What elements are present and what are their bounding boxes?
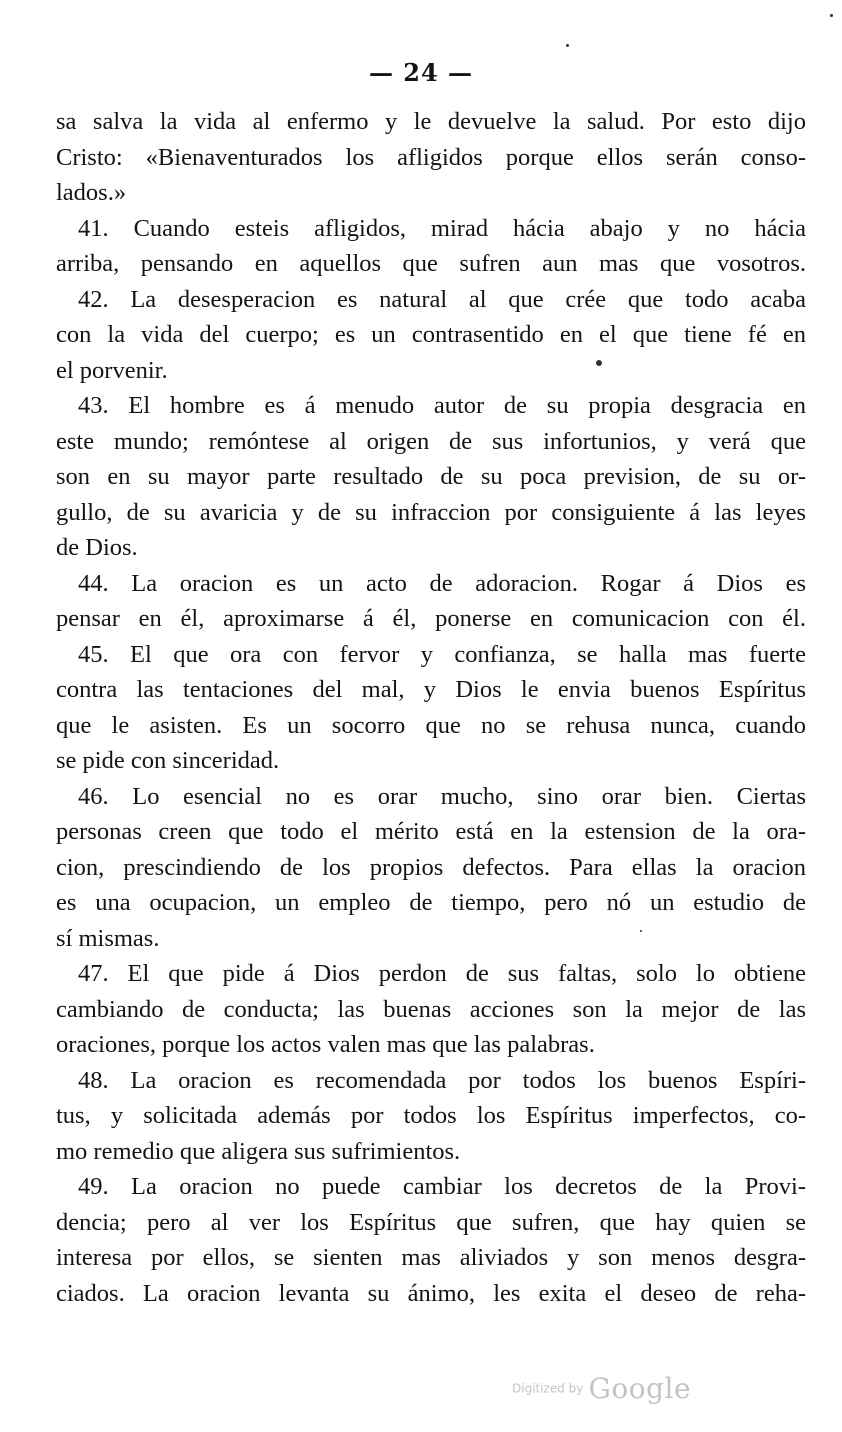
paragraph-41-start: 41. Cuando esteis afligidos, mirad hácia abajo y no hácia (78, 214, 806, 242)
text-line: cambiando de conducta; las buenas acciones son la mejor de las (56, 995, 806, 1023)
text-line: es una ocupacion, un empleo de tiempo, pero nó un estudio de (56, 889, 806, 916)
google-logo-text: Google (588, 1372, 692, 1405)
text-line: oraciones, porque los actos valen mas que las palabras. (56, 1031, 595, 1058)
text-line: sa salva la vida al enfermo y le devuelve la salud. Por esto dijo (56, 108, 806, 135)
text-line: que le asisten. Es un socorro que no se rehusa nunca, cuando (56, 711, 806, 739)
scan-speck (566, 44, 569, 47)
paragraph-48-start: 48. La oracion es recomendada por todos los buenos Espíri- (78, 1066, 806, 1094)
text-line: este mundo; remóntese al origen de sus infortunios, y verá que (56, 427, 806, 455)
text-line: ciados. La oracion levanta su ánimo, les exita el deseo de reha- (56, 1279, 806, 1307)
text-line: pensar en él, aproximarse á él, ponerse en comunicacion con él. (56, 605, 806, 632)
paragraph-45-start: 45. El que ora con fervor y confianza, se halla mas fuerte (78, 640, 806, 668)
text-line: contra las tentaciones del mal, y Dios le envia buenos Espíritus (56, 676, 806, 703)
text-line: arriba, pensando en aquellos que sufren aun mas que vosotros. (56, 250, 806, 277)
text-line: gullo, de su avaricia y de su infraccion por consiguiente á las leyes (56, 498, 806, 526)
text-line: dencia; pero al ver los Espíritus que sufren, que hay quien se (56, 1208, 806, 1236)
text-line: de Dios. (56, 534, 138, 561)
digitized-watermark (512, 1372, 691, 1405)
text-line: lados.» (56, 179, 127, 206)
scan-speck (830, 14, 833, 17)
page-number: — 24 — (368, 58, 474, 87)
text-line: son en su mayor parte resultado de su poca prevision, de su or- (56, 463, 806, 490)
paragraph-47-start: 47. El que pide á Dios perdon de sus faltas, solo lo obtiene (78, 960, 806, 987)
text-line: personas creen que todo el mérito está en la estension de la ora- (56, 818, 806, 845)
body-text (56, 104, 806, 1311)
paragraph-42-start: 42. La desesperacion es natural al que crée que todo acaba (78, 285, 806, 313)
paragraph-46-start: 46. Lo esencial no es orar mucho, sino orar bien. Ciertas (78, 782, 806, 810)
scan-speck (596, 360, 602, 366)
text-line: interesa por ellos, se sienten mas aliviados y son menos desgra- (56, 1244, 806, 1271)
scan-speck (640, 930, 642, 932)
paragraph-43-start: 43. El hombre es á menudo autor de su propia desgracia en (78, 392, 806, 419)
text-line: sí mismas. (56, 924, 160, 952)
text-line: tus, y solicitada además por todos los Espíritus imperfectos, co- (56, 1102, 806, 1129)
text-line: mo remedio que aligera sus sufrimientos. (56, 1137, 461, 1165)
text-line: con la vida del cuerpo; es un contrasentido en el que tiene fé en (56, 321, 806, 348)
text-line: cion, prescindiendo de los propios defectos. Para ellas la oracion (56, 853, 806, 881)
watermark-prefix: Digitized by (512, 1381, 584, 1396)
paragraph-49-start: 49. La oracion no puede cambiar los decretos de la Provi- (78, 1173, 806, 1200)
text-line: Cristo: «Bienaventurados los afligidos porque ellos serán conso- (56, 143, 806, 171)
text-line: el porvenir. (56, 356, 168, 384)
text-line: se pide con sinceridad. (56, 747, 280, 774)
paragraph-44-start: 44. La oracion es un acto de adoracion. Rogar á Dios es (78, 569, 806, 597)
